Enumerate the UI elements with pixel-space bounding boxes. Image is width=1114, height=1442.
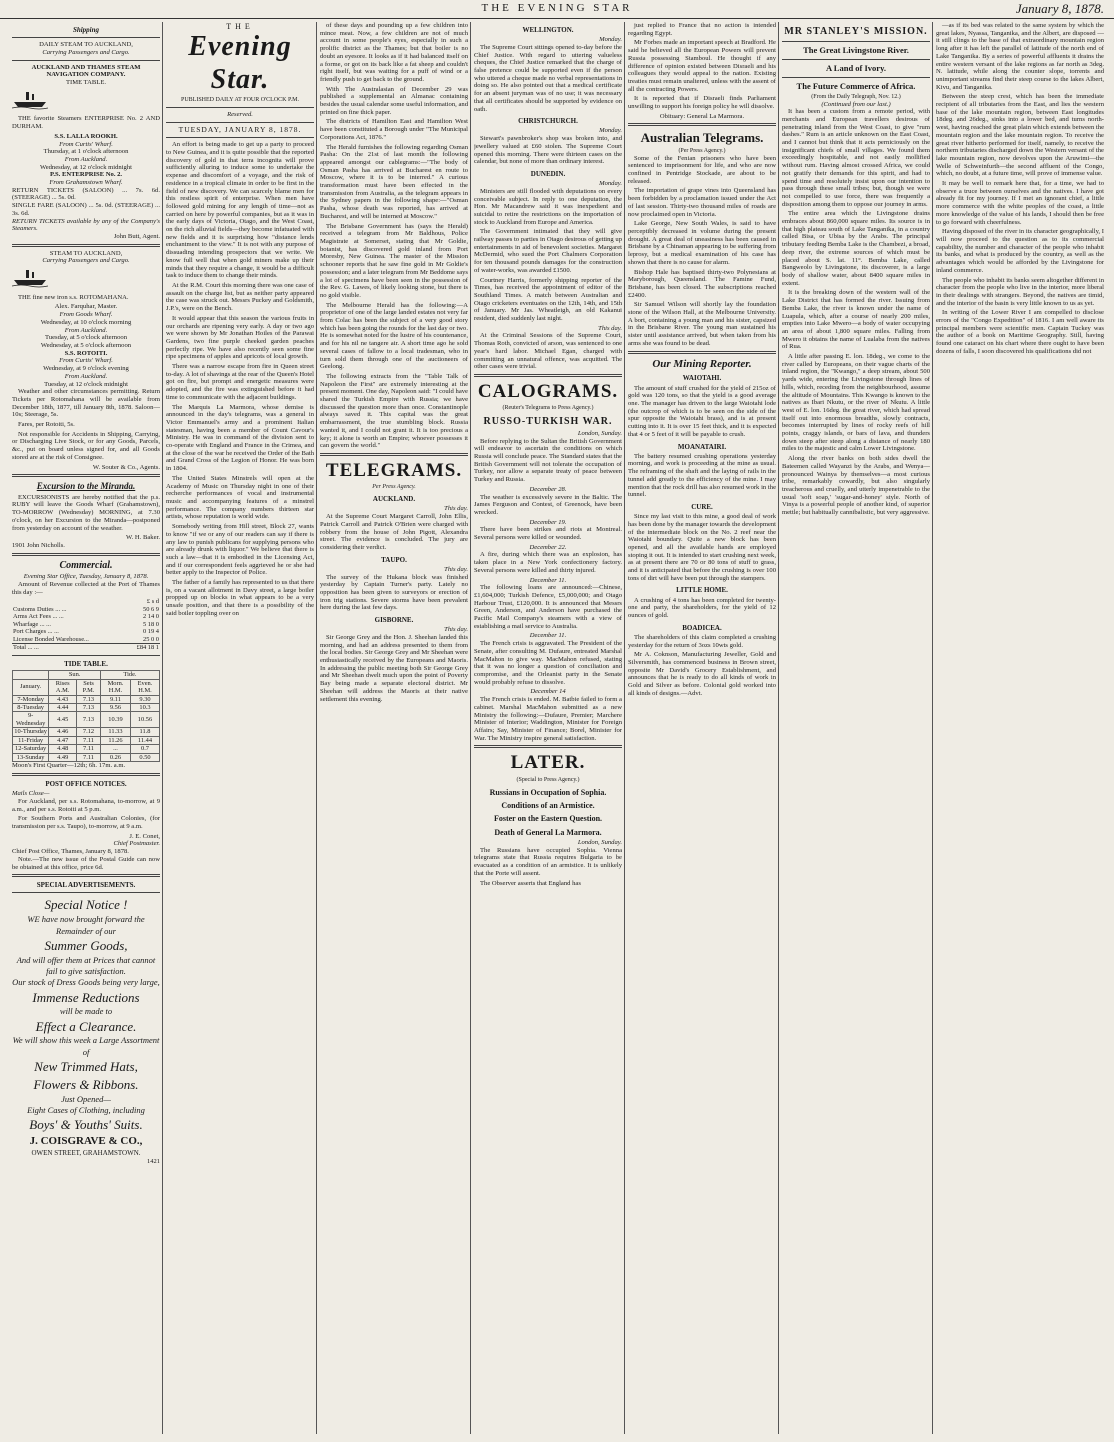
news-paragraph: The Brisbane Government has (says the Herald) received a telegram from Mr Baldhous, Police Magistrate at Somerset, stating that Mr Goldie, botanist, has discovered gold inland from Port Moresby, New Guinea. The master of the Mission schooner reports that he saw fine gold in Mr Goldie's possession; and a later telegram from Mr Beddome says a lot of specimens have been seen in the possession of the Rev. G. Lawes, of likely looking stone, but there is no gold visible. <box>320 222 468 299</box>
mine-report: The shareholders of this claim completed a crushing yesterday for the return of 3ozs 10wts gold. <box>628 633 776 649</box>
dispatch-text: At the Supreme Court Margaret Carroll, John Ellis, Patrick Carroll and Patrick O'Brien were charged with robbery from the house of John Pigott, Alexandra street. The evidence is concluded. The jury are considering their verdict. <box>320 513 468 551</box>
news-paragraph: The Herald furnishes the following regarding Osman Pasha: On the 21st of last month the following appeared amongst our cablegrams:—"The body of Osman Pasha has arrived at Bucharest en route to Moscow, where it is to be interred." A curious transformation must have been effected in the transmission from Australia, as the telegram appears in the Sydney papers in the following shape:—"Osman Pasha, whose death was reported, has arrived at Bucharest, and will be interned at Moscow." <box>320 143 468 220</box>
dispatch-text: The Government intimated that they will give railway passes to parties in Otago desirous of getting up entertainments in aid of benevolent societies. Margaret McDermid, who sued the Port Chalmers Corporation for ten thousand pounds damages for the construction of water-works, was awarded £1500. <box>474 228 622 274</box>
section-subheading: Per Press Agency. <box>372 484 416 491</box>
dispatch-text: The Supreme Court sittings opened to-day before the Chief Justice. With regard to uttering valueless cheques, the Chief Justice remarked that the charge of false pretence could be supported even if the person who uttered a cheque made no verbal representations in doing so. He also pointed out that a medical certificate for an absent juryman was of no use; it was necessary that all certificates should be supported by evidence on oath. <box>474 43 622 113</box>
table-row: 13-Sunday 4.49 7.11 0.26 0.50 <box>13 753 160 761</box>
mine-report: The battery resumed crushing operations yesterday morning, and work is proceeding at the mine as usual. The reframing of the shaft and the laying of rails in the tunnel add greatly to the efficiency of the mine. I may mention that the rock drill has also resumed work in the tunnel. <box>628 452 776 499</box>
mine-report: A crushing of 4 tons has been completed for twenty-one and party, the shareholders, for the yield of 12 ounces of gold. <box>628 596 776 620</box>
section-heading: POST OFFICE NOTICES. <box>45 780 127 789</box>
dispatch-text: A fire, during which there was an explosion, has taken place in a New York confectionery factory. Several persons were killed and thirty injured. <box>474 551 622 574</box>
dispatch-date: London, Sunday. <box>577 429 622 437</box>
departure-point: From Goods Wharf. <box>59 311 113 319</box>
story-paragraph: Having disposed of the river in its character geographically, I will now proceed to the question as to its commercial capability, the number and character of the people who inhabit its banks, and what is produced by the country, as well as the advantages which would be afforded by the Livingstone for inland commerce. <box>936 228 1104 274</box>
departure-point: From Auckland. <box>64 155 108 163</box>
dispatch-text: The French crisis is ended. M. Batbie failed to form a cabinet. Marshal MacMahon submitted as a new Ministry the following:—Dufaure, Premier; Marchere Minister of Interior; Waddington, Minister for Foreign Affairs; Say, Minister of Finance; Borel, Minister for War. The Ministry inspire general satisfaction. <box>474 696 622 742</box>
revenue-columns: £ s d <box>146 598 159 606</box>
table-row: Customs Duties ... ... 50 6 9 <box>13 605 159 613</box>
nameplate-the: THE <box>226 22 254 31</box>
column-rule <box>624 22 625 1434</box>
master-name: Alex. Farquhar, Master. <box>54 303 118 311</box>
story-paragraph: In writing of the Lower River I am compelled to disclose errors of the "Congo Expedition" of 1816. I am well aware its principal members were scientific men. Captain Tuckey was the author of a book on Maritime Geography. Still, having found one cataract on his chart where there ought to have been dozens of falls, I soon discovered his qualifications did not <box>936 309 1104 355</box>
news-paragraph: The following extracts from the "Table Talk of Napoleon the First" are extremely interesting at the present moment. One day, Napoleon said: "I could have shared the Turkish Empire with Russia; we have discussed the question more than once. Constantinople always saved it. This capital was the great embarrassment, the true stumbling block. Russia wanted it, and I could not grant it. It is too precious a key; it alone is worth an Empire; whoever possesses it can govern the world." <box>320 372 468 450</box>
dispatch-text: The Russians have occupied Sophia. Vienna telegrams state that Russia requires Bulgaria to be evacuated as a condition of an armistice. It is unlikely that the Porte will assent. <box>474 846 622 877</box>
ad-heading: DAILY STEAM TO AUCKLAND, <box>39 41 133 49</box>
departure-point: From Curtis' Wharf. <box>59 357 113 365</box>
vessel-name: P.S. ENTERPRISE No. 2. <box>49 171 123 179</box>
special-notice-ad: Special Notice ! WE have now brought forward the Remainder of our Summer Goods, And will offer them at Prices that cannot fail to give satisfaction. Our stock of Dress Goods being very large, Immense Reductions will be made to Effect a Clearance. We will show this week a Large Assortment of New Trimmed Hats, Flowers & Ribbons. Just Opened— Eight Cases of Clothing, including Boys' & Youths' Suits. J. COISGRAVE & CO., OWEN STREET, GRAHAMSTOWN. 1421 <box>12 897 160 1166</box>
dispatch-date: Monday. <box>599 127 622 135</box>
departure-time: Wednesday, at 9 o'clock evening <box>43 365 129 373</box>
ad-text: EXCURSIONISTS are hereby notified that the p.s. RUBY will leave the Goods Wharf (Grahamstown), TO-MORROW (Wednesday) MORNING, at 7.30 o'clock, on her Excursion to the Miranda—postponed from yesterday on account of the weather. <box>12 493 160 532</box>
mine-name: WAIOTAHI. <box>682 374 722 383</box>
nameplate: Evening Star. <box>188 31 292 96</box>
story-paragraph: Along the river banks on both sides dwell the Bateemen called Wayanzi by the Arabs, and Wenya—pronounced Wainya by themselves—a most curious tribe, remarkably cowardly, but also singularly treacherous and cruelly, and utterly impenetrable to the usual 'soft soap,' 'sugar-and-honey' style. North of Vinya is a powerful people of another kind, of superior mettle; but habitually cannibalistic, but very aggressive. <box>782 455 930 517</box>
table-row: Wharfage ... ... 5 18 0 <box>13 620 159 628</box>
mine-report: The amount of stuff crushed for the yield of 215oz of gold was 120 tons, so that the yield is a good average one. The manager has driven to the large Waiotahi lode (the outcrop of which is to be seen on the side of the spur opposite the Waiotahi brass), and is at present cutting into it. It is over 15 feet thick, and it is expected that 4 or 5 feet of it will be payable to crush. <box>628 384 776 438</box>
table-row: Port Charges ... ... 0 19 4 <box>13 628 159 636</box>
story-subheadline: The Future Commerce of Africa. <box>796 80 916 91</box>
story-headline: RUSSO-TURKISH WAR. <box>483 416 613 428</box>
departure-point: From Auckland. <box>64 326 108 334</box>
dispatch-date: December 22. <box>529 543 567 551</box>
total-row: Total ... ... £84 18 1 <box>13 644 159 652</box>
story-headline: MR STANLEY'S MISSION. <box>784 26 928 37</box>
body-text: Amount of Revenue collected at the Port of Thames this day :— <box>12 581 160 596</box>
news-paragraph: The Marquis La Marmora, whose demise is announced in the day's telegrams, was a general in Victor Emmanuel's army and a prominent Italian statesman, having been a member of Count Cavour's Ministry. He was in command of the division sent to co-operate with England and France in the Crimea, and at the close of the war he received the Order of the Bath and Grand Cross of the Legion of Honor. He was born in 1804. <box>166 403 314 473</box>
mine-name: CURE. <box>691 502 713 511</box>
masthead-title: THE EVENING STAR <box>481 2 633 14</box>
column-1 <box>12 22 160 1434</box>
obituary: Obituary: General La Marmora. <box>659 112 745 120</box>
dispatch-place: AUCKLAND. <box>372 495 416 504</box>
publication-note: PUBLISHED DAILY AT FOUR O'CLOCK P.M. <box>181 96 299 103</box>
editorial-paragraph: An effort is being made to get up a party to proceed to New Guinea, and it is quite possible that the reported discovery of gold in that terra incognita will prove sufficiently alluring to induce some to undertake the expense and discomfort of a voyage, and the risk of residence in a tropical climate in order to be first in the field of new discovery. We can scarcely blame men for this restless spirit of enterprise. When men have followed gold mining for any length of time—not as carried on here by powerful companies, but as it was in the early days of Victoria, Otago, and the West Coast, on the rich alluvial fields—they become infatuated with new fields and it is surprising how "distance lends enchantment to the view." It is not with any purpose of dissuading intending prospectors that we write. We know full well that when gold miners make up their minds that they require a change, it would be a difficult task to induce them to change their minds. <box>166 141 314 280</box>
column-rule <box>932 22 933 1434</box>
dispatch-date: This day. <box>444 505 468 513</box>
column-5 <box>628 22 776 1434</box>
departure-point: From Curtis' Wharf. <box>59 140 113 148</box>
revenue-table <box>12 598 160 651</box>
advertiser-name: J. COISGRAVE & CO., <box>29 1135 143 1147</box>
body-text: For Southern Ports and Australian Colonies, (for transmission per s.s. Taupo), to-morrow, at 9 a.m. <box>12 815 160 831</box>
dispatch-text: Sir Samuel Wilson will shortly lay the foundation stone of the Wilson Hall, at the Melbourne University. A bort, containing a young man and his sister, capsized in the Brisbane River. The young man sustained his sister until assistance arrived, but when taken from his arms she was found to be dead. <box>628 301 776 347</box>
story-paragraph: It may be well to remark here that, for a time, we had to observe a truce between ourselves and the natives. I have got already fit for my journey. If I met an ignorant chief, a little more commerce with the white peoples of the coast, a little more knowledge of the value of his lands, I should then be free to go forward with cheerfulness. <box>936 180 1104 226</box>
dispatch-date: This day. <box>598 324 622 332</box>
section-subheading: (Special to Press Agency.) <box>516 776 580 783</box>
dispatch-text: The survey of the Hukana block was finished yesterday by Captain Turner's party. Lately no opposition has been given to surveyors or erection of iron trig stations. Severe storms have been prevalent here during the last few days. <box>320 573 468 612</box>
advertisement-text: Mr A. Coknson, Manufacturing Jeweller, Gold and Silversmith, has commenced business in Brown street, opposite Mr David's Grocery Establishment, and announces that he is ready to do all kinds of work in Gold and Silver as before. Colonial gold worked into all kinds of designs.—Advt. <box>628 651 776 697</box>
vessel-name: S.S. LALLA ROOKH. <box>54 132 118 140</box>
column-3 <box>320 22 468 1434</box>
ad-subheading: Carrying Passengers and Cargo. <box>42 257 130 265</box>
column-rule <box>470 22 471 1434</box>
subheading: Mails Close— <box>12 790 50 798</box>
dispatch-text: At the Criminal Sessions of the Supreme Court, Thomas Roth, convicted of arson, was sentenced to one year's hard labor. Michael Egan, charged with committing an unnatural offence, was acquitted. The other cases were trivial. <box>474 332 622 371</box>
table-row: 8-Tuesday 4.44 7.13 9.56 10.3 <box>13 703 160 711</box>
signature: W. H. Baker. <box>125 534 160 542</box>
dispatch-date: Monday. <box>599 180 622 188</box>
story-headline: Death of General La Marmora. <box>494 827 602 837</box>
ad-heading: STEAM TO AUCKLAND, <box>49 249 123 257</box>
signature: J. E. Conet, <box>129 832 160 840</box>
ad-headline: Special Notice ! <box>44 897 128 913</box>
dispatch-text: The importation of grape vines into Queensland has been forbidden by a proclamation issued under the Act of last session. Thirty-two thousand miles of roads are now proclaimed open in Victoria. <box>628 187 776 218</box>
column-rule <box>316 22 317 1434</box>
column-4 <box>474 22 622 1434</box>
story-paragraph: It has been a custom from a remote period, with merchants and European travellers desirous of penetrating inland from the West Coast, to give "rum dashes." Rum is an article unknown on the East Coast, and I cannot but think that it acts perniciously on the insignificant chiefs of small villages. We found them exceedingly hospitable, and not easily mollified without rum. Having almost crossed Africa, we could not gratify their demands for this spirit, and had to spend time and resolutely insist upon our intention to pass through these small tribes; but, though we were not compelled to use force, there was frequently a disposition among them to oppose our journey in arms. <box>782 108 930 208</box>
section-heading: Our Mining Reporter. <box>652 357 752 370</box>
story-paragraph: The entire area which the Livingstone drains embraces about 860,000 square miles. Its source is in that high plateau south of Lake Tanganika, in a country called Bisa, or Ubisa by the Arabs. The principal tributary feeding Bemba Lake is the Chambezi, a broad, deep river, the extreme sources of which must be placed about S. lat. 11°. Bemba Lake, called Bangweolo by Livingstone, its discoverer, is a large body of shallow water, about 8400 square miles in extent. <box>782 210 930 287</box>
ad-subheading: TIME TABLE. <box>65 79 106 86</box>
dispatch-place: GISBORNE. <box>374 616 414 625</box>
dispatch-text: Courtney Harris, formerly shipping reporter of the Times, has received the appointment of editor of the Southland Times. A match between Australian and Otago cricketers eventuates on the 12th, 14th, and 15th of January. Mr Jas. Wheatleigh, an old Kakanui resident, died suddenly last night. <box>474 276 622 323</box>
section-heading: Shipping <box>72 26 100 34</box>
dispatch-text: just replied to France that no action is intended regarding Egypt. <box>628 22 776 37</box>
dispatch-date: December 28. <box>529 485 567 493</box>
story-subheadline: The Great Livingstone River. <box>803 44 909 55</box>
table-row: Arms Act Fees ... ... 2 14 0 <box>13 613 159 621</box>
dateline: Chief Post Office, Thames, January 8, 1878. <box>12 848 129 856</box>
departure-time: Tuesday, at 5 o'clock afternoon <box>44 334 127 342</box>
mine-name: MOANATAIRI. <box>677 442 727 451</box>
dispatch-text: The French crisis is aggravated. The President of the Senate, after consulting M. Dufaure, entreated Marshal MacMahon to give way. MacMahon refused, stating that it was no longer a question of conciliation and compromise, and the Orleanist party in the Senate would probably refuse to dissolve. <box>474 640 622 686</box>
ad-text: Weather and other circumstances permitting. Return Tickets per Rotomahana will be available from December 18th, 1877, till January 8th, 1878. Saloon—10s; Steerage, 5s. <box>12 388 160 419</box>
section-heading: LATER. <box>510 752 586 774</box>
news-paragraph: There was a narrow escape from fire in Queen street to-day. A lot of shavings at the rear of the Queen's Hotel got on fire, but prompt and energetic measures were adopted, and the fire was extinguished before it had time to communicate with the adjacent buildings. <box>166 363 314 401</box>
mine-name: LITTLE HOME. <box>676 586 728 595</box>
news-paragraph: The father of a family has represented to us that there is, on a vacant allotment in Davy street, a large boiler propped up on blocks in what appears to be a very unsafe position, and that there is a possibility of the said boiler toppling over on <box>166 579 314 617</box>
story-paragraph: Between the steep crest, which has been the immediate recipient of all tributaries from the East, and lies the western base of the lake mountain region, between East longitudes 18deg. and 26deg., sinks into a lower bed, and turns north-west, having reached the great plain which extends between the mountain region and the lake mountain region. To receive the great river hitherto performed for itself, namely, to receive the northern tributaries discharged down the Western versant of the lake mountain region, now devolves upon the Aruwimi—the Welle of Schweinfurth—the second affluent of the Congo, which, no doubt, at a future time, will prove of immense value. <box>936 93 1104 178</box>
table-row: 11-Friday 4.47 7.11 11.26 11.44 <box>13 736 160 744</box>
ad-text: Not responsible for Accidents in Shipping, Carrying, or Discharging Live Stock, or for any Goods, Parcels, &c., put on board unless signed for, and all Goods stored are at the risk of Consignee. <box>12 430 160 461</box>
dateline: Evening Star Office, Tuesday, January 8, 1878. <box>23 573 149 581</box>
story-headline: Conditions of an Armistice. <box>501 800 595 810</box>
dateline: TUESDAY, JANUARY 8, 1878. <box>178 124 302 134</box>
fare-line: SINGLE FARE (SALOON) ... 5s. 0d. (STEERAGE) ... 3s. 6d. <box>12 202 160 217</box>
dispatch-date: This day. <box>444 565 468 573</box>
dispatch-date: London, Sunday. <box>577 839 622 846</box>
departure-time: Tuesday, at 12 o'clock midnight <box>44 380 128 388</box>
departure-point: From Grahamstown Wharf. <box>49 179 123 187</box>
news-paragraph: The Melbourne Herald has the following:—A proprietor of one of the large landed estates not very far from Colac has been the subject of a very good story which has been going the rounds for the last day or two. He is somewhat noted for the lustre of his countenance, and for his nil ne tangere air. A short time ago he sold several cases of fallow to a local tradesman, who in turn sold them through one of the auctioneers of Geelong. <box>320 301 468 371</box>
section-heading: SPECIAL ADVERTISEMENTS. <box>36 881 136 890</box>
column-2 <box>166 22 314 1434</box>
dispatch-date: Monday. <box>599 36 622 44</box>
story-source: (From the Daily Telegraph, Nov. 12.) <box>811 93 901 100</box>
vessel-name: S.S. ROTOITI. <box>64 349 108 357</box>
section-heading: CALOGRAMS. <box>477 380 619 402</box>
news-paragraph: It would appear that this season the various fruits in our orchards are ripening very early. A day or two ago we were shown by Mr Jonathan Hoiles of the Parawai Gardens, two fine purple cheeked garden peaches perfectly ripe. We have also recently seen some fine ripe specimens of apples and apricots of local growth. <box>166 314 314 361</box>
agent-signature: John Butt, Agent. <box>113 232 160 240</box>
section-subheading: (Per Press Agency.) <box>678 147 726 154</box>
ad-text: THE favorite Steamers ENTERPRISE No. 2 AND DURHAM. <box>12 115 160 131</box>
story-headline: Russians in Occupation of Sophia. <box>489 787 607 797</box>
dispatch-text: It is reported that if Disraeli finds Parliament unwilling to support his foreign policy he will dissolve. <box>628 95 776 111</box>
body-text: Note.—The new issue of the Postal Guide can now be obtained at this office, price 6d. <box>12 855 160 871</box>
table-row: License Bonded Warehouse... 25 0 0 <box>13 635 159 643</box>
masthead <box>0 0 1114 19</box>
steamer-icon <box>12 90 48 110</box>
ad-subheading: Carrying Passengers and Cargo. <box>42 48 130 56</box>
column-7 <box>936 22 1104 1434</box>
ad-number: 1421 <box>147 1158 160 1166</box>
dispatch-place: DUNEDIN. <box>530 169 566 178</box>
news-paragraph: The United States Minstrels will open at the Academy of Music on Thursday night in one of their recherche performances of vocal and instrumental music and accompanying features of a minstrel performance. The company numbers thirteen star artists, whose reputation is world wide. <box>166 474 314 521</box>
ad-heading: AUCKLAND AND THAMES STEAM NAVIGATION COMPANY. <box>31 63 141 79</box>
section-subheading: (Reuter's Telegrams to Press Agency.) <box>502 405 594 412</box>
advertiser-address: OWEN STREET, GRAHAMSTOWN. <box>31 1148 141 1157</box>
departure-time: Wednesday, at 5 o'clock afternoon <box>40 341 132 349</box>
departure-time: Wednesday, at 12 o'clock midnight <box>40 163 132 171</box>
dispatch-date: December 11. <box>529 576 567 584</box>
section-heading: Commercial. <box>59 559 113 571</box>
dispatch-text: Before replying to the Sultan the British Government will endeavor to ascertain the conditions on which Russia will conclude peace. The Standard states that the British Government will not tolerate the occupation of Turkey, nor allow a separate treaty of peace between Turkey and Russia. <box>474 437 622 484</box>
dispatch-date: December 19. <box>529 518 567 526</box>
dispatch-text: Bishop Hale has baptised thirty-two Polynesians at Maryborough, Queensland. The Famine Fund, Brisbane, has been closed. The subscriptions reached £2400. <box>628 268 776 299</box>
story-paragraph: It is the breaking down of the western wall of the Lake District that has formed the river. Issuing from Bemba Lake, the river is known under the name of Luapula, which, after a course of nearly 200 miles, empties into Lake Mwero—a body of water occupying an area of about 1,800 square miles. Falling from Mwero it obtains the name of Lualaba from the natives of Rua. <box>782 289 930 351</box>
fare-note: RETURN TICKETS available by any of the Company's Steamers. <box>12 217 160 233</box>
dispatch-text: The weather is excessively severe in the Baltic. The James Ferguson and Contest, of Greenock, have been wrecked. <box>474 493 622 516</box>
dispatch-date: December 11. <box>529 632 567 640</box>
table-row: 12-Saturday 4.48 7.11 ... 0.7 <box>13 745 160 753</box>
body-text: For Auckland, per s.s. Rotomahana, to-morrow, at 9 a.m., and per s.s. Rotoiti at 5 p.m. <box>12 797 160 813</box>
fare-line: RETURN TICKETS (SALOON) ... 7s. 6d. (STEERAGE) ... 5s. 0d. <box>12 186 160 202</box>
dispatch-text: Stewart's pawnbroker's shop was broken into, and jewellery valued at £60 stolen. The Supreme Court opened this morning. There were thirteen cases on the calendar, but none of more than ordinary interest. <box>474 135 622 166</box>
story-subheadline: A Land of Ivory. <box>826 62 886 73</box>
news-paragraph: At the R.M. Court this morning there was one case of assault on the charge list, but as neither party appeared the case was struck out. Messrs Puckey and Goldsmith, J.P.'s, were on the Bench. <box>166 282 314 313</box>
section-heading: TIDE TABLE. <box>64 659 108 668</box>
tide-table: Sun. Tide. January. Rises A.M. Sets P.M. Morn. H.M. Even. H.M. 7-Monday 4.43 7.13 9.11 9.30 8-Tuesday 4.44 7.13 9.56 10.3 9-Wednesday 4.45 7.13 10.39 10.56 10-Thursday 4.46 7.12 11.33 11.8 11-Friday 4.47 7.11 11.26 11.44 12-Saturday 4.48 7.11 ... 0.7 13-Sunday 4.49 7.11 0.26 0.50 <box>12 670 160 762</box>
mine-name: BOADICEA. <box>682 623 722 632</box>
news-paragraph: With The Australasian of December 29 was published a supplemental an Almanac containing besides the usual calendar some useful information, and printed on fine thick paper. <box>320 85 468 116</box>
column-rule <box>162 22 163 1434</box>
dispatch-text: Lake George, New South Wales, is said to have perceptibly decreased in volume during the present drought. A great deal of uneasiness has been caused in Brisbane by a Chinaman appearing to be suffering from leprosy, but a medical examination of his case has shown that there is no cause for alarm. <box>628 220 776 266</box>
dispatch-text: The following loans are announced:—Chinese, £1,604,000; Turkish Defence, £5,000,000; and Otago Harbour Trust, £120,000. It is announced that Messrs Green, Anderson, and Anderson have purchased the Pacific Mail Company's steamers with a view of establishing a mail service to Australia. <box>474 584 622 630</box>
dispatch-text: There have been strikes and riots at Montreal. Several persons were killed or wounded. <box>474 526 622 542</box>
dispatch-text: Mr Forbes made an important speech at Bradford. He said he believed all the European Powers will prevent Russia possessing Stamboul. He thought if any difference of opinion existed between Disraeli and his colleagues they would appeal to the nation. Existing treaties must remain unaltered, unless with the assent of all the contracting Powers. <box>628 39 776 93</box>
story-paragraph: A little after passing E. lon. 18deg., we come to the river called by Europeans, on their vague charts of the inland region, the "Kwango," a deep stream, about 500 yards wide, entering the Livingstone through lines of hills, which, receding from the neighbourhood, assume the altitude of Mountains. This Kwango is known to the natives as Ibari Nkutu, or the river of Nkutu. A little west of E. lon. 16deg. the great river, which had spread itself out into enormous breadths, slowly contracts, becomes interrupted by lines of rocky reefs of hill points, craggy islands, or bars of lava, and thunders down steep after steep along a distance of nearly 180 miles to the majestic and calm Lower Livingstone. <box>782 353 930 453</box>
ad-text: Fares, per Rotoiti, 5s. <box>18 421 75 429</box>
mine-report: Since my last visit to this mine, a good deal of work has been done by the manager towards the development of the intermediate block on the No. 2 reef near the Waiotahi boundary. Quite a new block has been opened, and all the available hands are employed stoping it out. It is intended to start crushing next week, as at present there are 70 or 80 tons of stuff to grass, and it is anticipated that before the crushing is over 100 tons of dirt will have been put through the stampers. <box>628 513 776 582</box>
news-paragraph: The districts of Hamilton East and Hamilton West have been constituted a Borough under "The Municipal Corporations Act, 1876." <box>320 118 468 141</box>
table-row: 7-Monday 4.43 7.13 9.11 9.30 <box>13 695 160 703</box>
copyright-note: Reserved. <box>227 110 253 118</box>
dispatch-date: December 14 <box>530 688 566 696</box>
dispatch-text: Ministers are still flooded with deputations on every conceivable subject. In reply to one deputation, the Hon. Mr Macandrew said it was inexpedient and suicidal to retire the restrictions on the importation of stock to Auckland from Europe and America. <box>474 187 622 226</box>
section-heading: Australian Telegrams. <box>640 130 764 146</box>
agent-signature: W. Souter & Co., Agents. <box>92 463 160 471</box>
story-paragraph: —as if its bed was related to the same system by which the great lakes, Nyassa, Tanganika, and the Albert, are disposed —it still clings to the base of that extraordinary mountain region long after it has left the parallel of latitude of the north end of Lake Tanganika. By a series of powerful affluents it drains the entire western versant of the lake regions as far north as 3deg. N. latitude, while along the counter slope, torrents and unimportant streams find their steep course to the lakes Albert, Kivu, and Tanganika. <box>936 22 1104 91</box>
story-headline: Foster on the Eastern Question. <box>493 814 603 824</box>
signature: 1901 John Nicholls. <box>12 541 65 549</box>
dispatch-place: TAUPO. <box>381 555 407 564</box>
dispatch-place: CHRISTCHURCH. <box>518 117 578 126</box>
news-paragraph: Somebody writing from Hill street, Block 27, wants to know "if we or any of our readers can say if there is any law to punish publicans for supplying persons who are already drunk with liquor." We believe that there is such a law—that it is embodied in the Licensing Act, and if our correspondent feels aggrieved he or she had better apply to the Inspector of Police. <box>166 523 314 577</box>
table-row: 9-Wednesday 4.45 7.13 10.39 10.56 <box>13 712 160 728</box>
column-rule <box>778 22 779 1434</box>
column-6 <box>782 22 930 1434</box>
dispatch-text: Some of the Fenian prisoners who have been sentenced to imprisonment for life, and who are now confined in Pentridge Stockade, are about to be released. <box>628 154 776 185</box>
section-heading: Excursion to the Miranda. <box>36 481 136 492</box>
section-heading: TELEGRAMS. <box>325 459 463 481</box>
departure-point: From Auckland. <box>64 372 108 380</box>
departure-time: Wednesday, at 10 o'clock morning <box>40 318 132 326</box>
ad-text: THE fine new iron s.s. ROTOMAHANA. <box>18 293 129 301</box>
news-paragraph: of these days and pounding up a few children into mince meat. Now, a few children are not of much account in some people's eyes, especially in such a prolific district as the Thames; but that boiler is no doubt an eyesore. It looks as if it had balanced itself on a forme, or got on its back like a fat sheep and couldn't right itself, but was waiting for a puff of wind or a friendly push to get back to the ground. <box>320 22 468 83</box>
signature-title: Chief Postmaster. <box>113 840 160 848</box>
dispatch-date: This day. <box>444 626 468 634</box>
dispatch-text: The Observer asserts that England has <box>480 879 581 887</box>
dispatch-place: WELLINGTON. <box>522 26 574 34</box>
continued-note: (Continued from our last.) <box>821 100 891 108</box>
dispatch-text: Sir George Grey and the Hon. J. Sheehan landed this morning, and had an address presented to them from the local bodies. Sir George Grey and Mr Sheehan were enthusiastically received by the Europeans and Maoris. In addressing the public meeting both Sir George Grey and Mr Sheehan dwelt much upon the point of Poverty Bay being made a separate electoral district. Mr Sheehan will address the Maoris at their native settlement this evening. <box>320 633 468 703</box>
departure-time: Thursday, at 1 o'clock afternoon <box>43 148 129 156</box>
steamer-icon <box>12 268 48 288</box>
masthead-date: January 8, 1878. <box>1015 1 1104 16</box>
moon-phase: Moon's First Quarter—12th; 6h. 17m. a.m. <box>12 762 126 770</box>
table-row: 10-Thursday 4.46 7.12 11.33 11.8 <box>13 728 160 736</box>
story-paragraph: The people who inhabit its banks seem altogether different in character from the people who live in the interior, more liberal in their dealings with strangers. Beyond, the natives are timid, and the interior of the basin is very little known to us as yet. <box>936 276 1104 307</box>
